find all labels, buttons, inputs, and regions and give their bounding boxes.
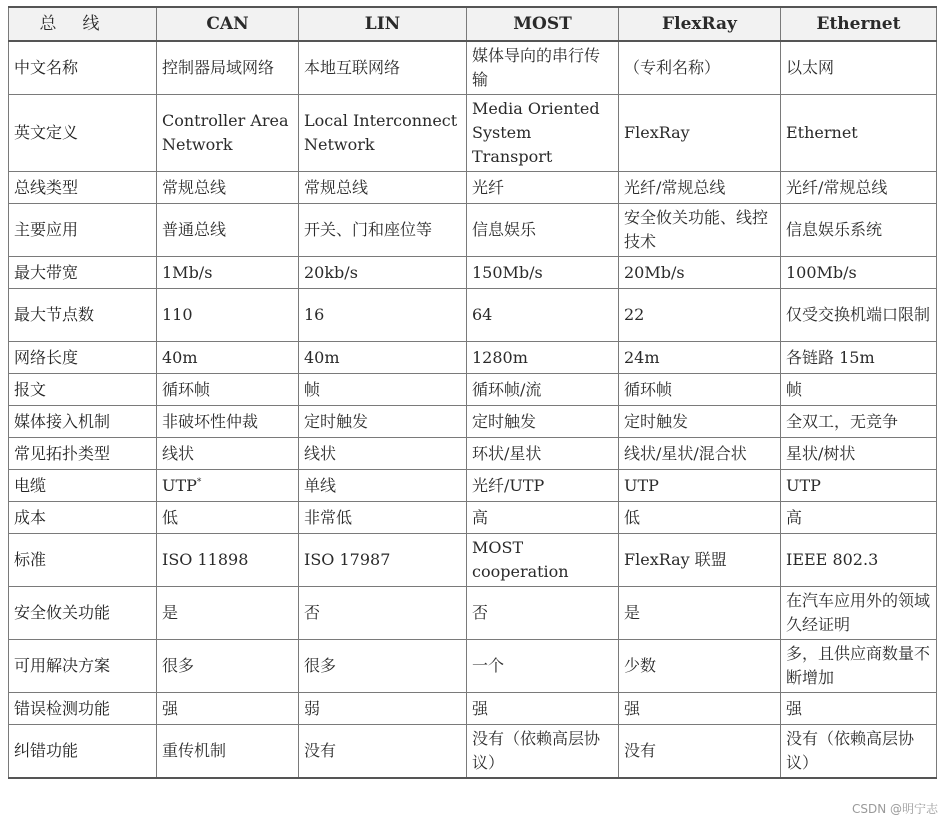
row-label: 电缆 [9, 470, 157, 502]
table-row [9, 374, 937, 406]
cell: 星状/树状 [781, 438, 937, 470]
cell: 少数 [619, 640, 781, 693]
cell: 是 [157, 587, 299, 640]
bus-comparison-table-wrapper [8, 6, 936, 779]
cell: ISO 11898 [157, 534, 299, 587]
table-row [9, 406, 937, 438]
cell: FlexRay [619, 95, 781, 172]
cell: 光纤/常规总线 [619, 172, 781, 204]
header-flexray: FlexRay [619, 7, 781, 41]
footnote-mark: * [196, 477, 202, 488]
table-row [9, 257, 937, 289]
cell: 低 [157, 502, 299, 534]
cell: IEEE 802.3 [781, 534, 937, 587]
row-label: 常见拓扑类型 [9, 438, 157, 470]
cell: 帧 [781, 374, 937, 406]
table-header-row [9, 7, 937, 41]
cell: 一个 [467, 640, 619, 693]
table-row [9, 587, 937, 640]
cell: 媒体导向的串行传输 [467, 41, 619, 95]
table-row [9, 725, 937, 779]
cell: 多，且供应商数量不断增加 [781, 640, 937, 693]
cell: 强 [467, 693, 619, 725]
row-label: 成本 [9, 502, 157, 534]
cell: 在汽车应用外的领域久经证明 [781, 587, 937, 640]
cell: 安全攸关功能、线控技术 [619, 204, 781, 257]
cell: 各链路 15m [781, 342, 937, 374]
cell: 没有（依赖高层协议） [467, 725, 619, 779]
cell: 是 [619, 587, 781, 640]
table-row [9, 95, 937, 172]
cell: 帧 [299, 374, 467, 406]
cell: Controller Area Network [157, 95, 299, 172]
row-label: 英文定义 [9, 95, 157, 172]
row-label: 中文名称 [9, 41, 157, 95]
cell: 循环帧/流 [467, 374, 619, 406]
cell: 普通总线 [157, 204, 299, 257]
cell: 以太网 [781, 41, 937, 95]
cell: 定时触发 [619, 406, 781, 438]
cell: 没有 [619, 725, 781, 779]
header-corner: 总线 [9, 7, 157, 41]
cell: 本地互联网络 [299, 41, 467, 95]
cell: 全双工，无竞争 [781, 406, 937, 438]
row-label: 报文 [9, 374, 157, 406]
cell: 弱 [299, 693, 467, 725]
cell: ISO 17987 [299, 534, 467, 587]
cell: 信息娱乐 [467, 204, 619, 257]
cell: 光纤 [467, 172, 619, 204]
row-label: 可用解决方案 [9, 640, 157, 693]
cell: 低 [619, 502, 781, 534]
cell: 1Mb/s [157, 257, 299, 289]
table-row [9, 342, 937, 374]
bus-comparison-table [8, 6, 937, 779]
cell: 常规总线 [157, 172, 299, 204]
cell: 16 [299, 289, 467, 342]
cell: 定时触发 [299, 406, 467, 438]
cell: 线状 [157, 438, 299, 470]
cell: 很多 [299, 640, 467, 693]
row-label: 网络长度 [9, 342, 157, 374]
row-label: 安全攸关功能 [9, 587, 157, 640]
cell: 非常低 [299, 502, 467, 534]
cell: 线状/星状/混合状 [619, 438, 781, 470]
cell: 信息娱乐系统 [781, 204, 937, 257]
table-row [9, 204, 937, 257]
cell: 线状 [299, 438, 467, 470]
cell: 强 [157, 693, 299, 725]
header-can: CAN [157, 7, 299, 41]
row-label: 纠错功能 [9, 725, 157, 779]
cell: Ethernet [781, 95, 937, 172]
cell: 很多 [157, 640, 299, 693]
row-label: 标准 [9, 534, 157, 587]
row-label: 总线类型 [9, 172, 157, 204]
cell: FlexRay 联盟 [619, 534, 781, 587]
cell: 强 [781, 693, 937, 725]
cell: 64 [467, 289, 619, 342]
cell: 光纤/UTP [467, 470, 619, 502]
cell: 150Mb/s [467, 257, 619, 289]
cell: 高 [781, 502, 937, 534]
row-label: 错误检测功能 [9, 693, 157, 725]
header-lin: LIN [299, 7, 467, 41]
cell: 强 [619, 693, 781, 725]
row-label: 媒体接入机制 [9, 406, 157, 438]
cell: UTP [781, 470, 937, 502]
cell: 20kb/s [299, 257, 467, 289]
header-ethernet: Ethernet [781, 7, 937, 41]
cell: 24m [619, 342, 781, 374]
cell: 非破坏性仲裁 [157, 406, 299, 438]
cell: 100Mb/s [781, 257, 937, 289]
table-row [9, 438, 937, 470]
cell: 110 [157, 289, 299, 342]
watermark: CSDN @明宁志 [851, 802, 938, 816]
cell: MOST cooperation [467, 534, 619, 587]
table-row [9, 693, 937, 725]
cell: 否 [467, 587, 619, 640]
table-row [9, 172, 937, 204]
cell [157, 470, 299, 502]
cell: 仅受交换机端口限制 [781, 289, 937, 342]
cell: 光纤/常规总线 [781, 172, 937, 204]
cell: 控制器局域网络 [157, 41, 299, 95]
table-row [9, 289, 937, 342]
cell: 22 [619, 289, 781, 342]
cell-text: UTP [162, 475, 197, 495]
cell: 开关、门和座位等 [299, 204, 467, 257]
cell: 1280m [467, 342, 619, 374]
cell: 40m [299, 342, 467, 374]
table-row [9, 41, 937, 95]
row-label: 最大带宽 [9, 257, 157, 289]
table-row [9, 502, 937, 534]
table-row [9, 640, 937, 693]
table-row [9, 470, 937, 502]
cell: 高 [467, 502, 619, 534]
header-most: MOST [467, 7, 619, 41]
cell: 常规总线 [299, 172, 467, 204]
cell: UTP [619, 470, 781, 502]
cell: （专利名称） [619, 41, 781, 95]
cell: 循环帧 [157, 374, 299, 406]
cell: 40m [157, 342, 299, 374]
table-row [9, 534, 937, 587]
row-label: 最大节点数 [9, 289, 157, 342]
cell: 没有（依赖高层协议） [781, 725, 937, 779]
cell: 环状/星状 [467, 438, 619, 470]
cell: Media Oriented System Transport [467, 95, 619, 172]
row-label: 主要应用 [9, 204, 157, 257]
cell: 20Mb/s [619, 257, 781, 289]
cell: 重传机制 [157, 725, 299, 779]
cell: 否 [299, 587, 467, 640]
cell: Local Interconnect Network [299, 95, 467, 172]
cell: 没有 [299, 725, 467, 779]
cell: 定时触发 [467, 406, 619, 438]
cell: 循环帧 [619, 374, 781, 406]
cell: 单线 [299, 470, 467, 502]
